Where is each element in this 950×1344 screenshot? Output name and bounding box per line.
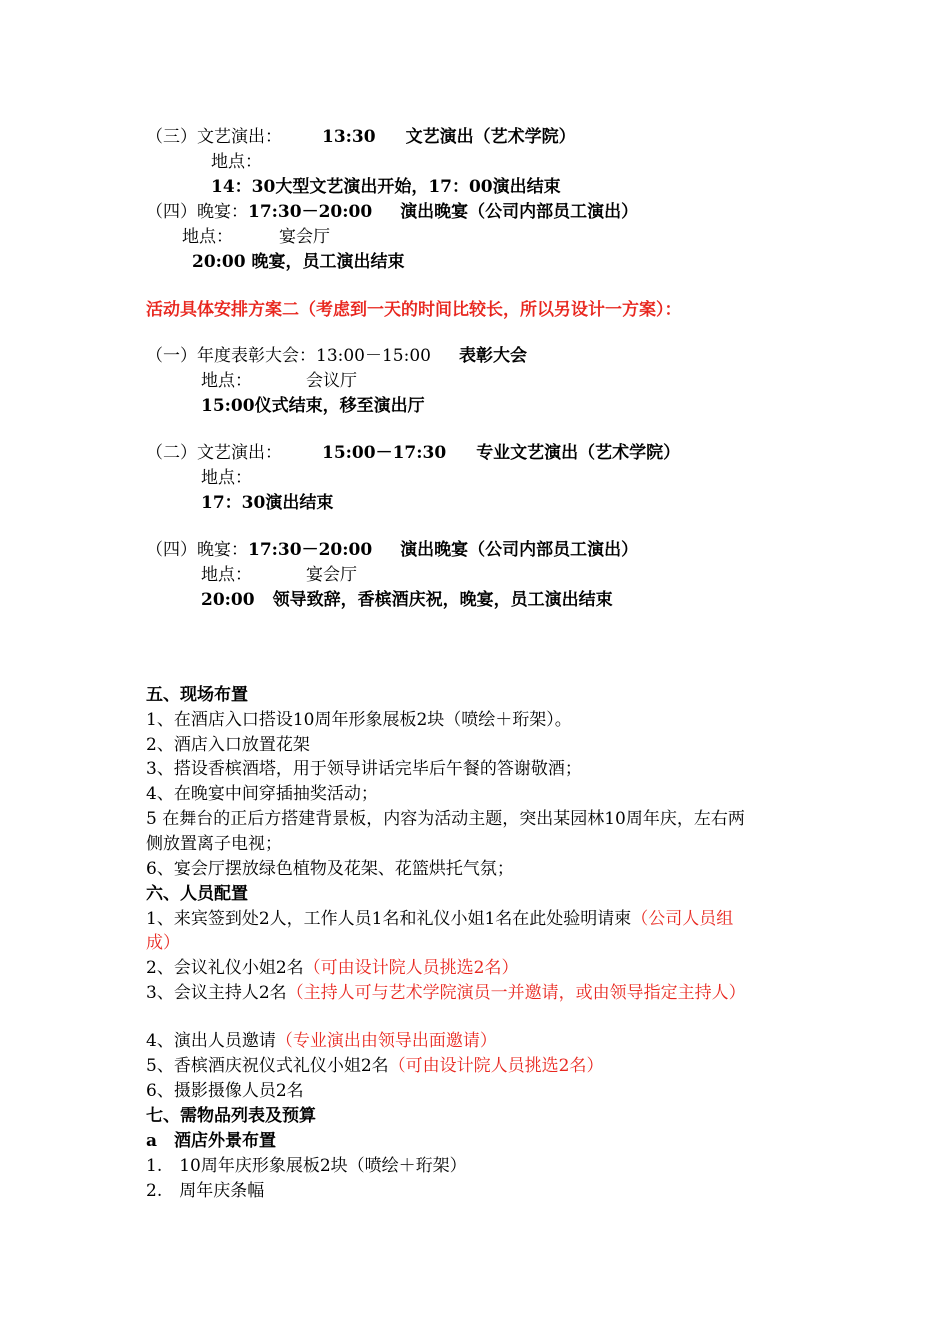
section6-item-3-note: （主持人可与艺术学院演员一并邀请，或由领导指定主持人） <box>286 983 746 1003</box>
section6-item-1-text: 1、来宾签到处2人，工作人员1名和礼仪小姐1名在此处验明请柬 <box>146 909 632 929</box>
section5-item: 6、宴会厅摆放绿色植物及花架、花篮烘托气氛； <box>146 859 514 879</box>
p1-s4-place-line <box>182 225 330 249</box>
p1-s4-place-label: 地点： <box>182 227 233 247</box>
p1-s4-place: 宴会厅 <box>279 227 330 247</box>
p2-s4-note-time: 20:00 <box>201 590 255 610</box>
p2-s4-label: （四）晚宴： <box>146 540 248 560</box>
section6-item-4 <box>146 1029 497 1053</box>
p2-s1-line <box>146 344 527 368</box>
section5-heading: 五、现场布置 <box>146 685 248 705</box>
p2-s2-label: （二）文艺演出： <box>146 443 282 463</box>
p2-s1-label: （一）年度表彰大会： <box>146 346 316 366</box>
p2-s4-place-line <box>201 563 357 587</box>
p1-s4-note: 20:00 晚宴，员工演出结束 <box>192 252 405 272</box>
section7-item: 1. 10周年庆形象展板2块（喷绘＋珩架） <box>146 1156 467 1176</box>
section7-heading: 七、需物品列表及预算 <box>146 1106 316 1126</box>
p2-s2-desc: 专业文艺演出（艺术学院） <box>476 443 681 463</box>
p2-s1-place: 会议厅 <box>306 371 357 391</box>
p2-s4-place-label: 地点： <box>201 565 252 585</box>
section6-item-6: 6、摄影摄像人员2名 <box>146 1081 304 1101</box>
p2-s4-desc: 演出晚宴（公司内部员工演出） <box>400 540 639 560</box>
section7-subheading-a: a 酒店外景布置 <box>146 1131 277 1151</box>
p2-s1-note: 15:00仪式结束，移至演出厅 <box>201 396 425 416</box>
p2-s1-desc: 表彰大会 <box>458 346 527 366</box>
p2-s1-place-label: 地点： <box>201 371 252 391</box>
p2-s4-time: 17:30－20:00 <box>248 540 373 560</box>
section6-item-1-note: （公司人员组 <box>631 909 734 929</box>
section6-item-2-text: 2、会议礼仪小姐2名 <box>146 958 304 978</box>
p2-s4-place: 宴会厅 <box>306 565 357 585</box>
p1-s4-line <box>146 200 638 224</box>
p2-s2-note: 17：30演出结束 <box>201 493 334 513</box>
section5-item: 4、在晚宴中间穿插抽奖活动； <box>146 784 378 804</box>
p2-s2-time: 15:00－17:30 <box>322 443 447 463</box>
section5-item: 侧放置离子电视； <box>146 834 282 854</box>
p1-s3-note: 14：30大型文艺演出开始，17：00演出结束 <box>211 177 561 197</box>
section6-item-2-note: （可由设计院人员挑选2名） <box>303 958 519 978</box>
p2-s2-place-label: 地点： <box>201 468 252 488</box>
p2-s4-line <box>146 538 638 562</box>
p1-s3-time: 13:30 <box>322 127 376 147</box>
p1-s4-label: （四）晚宴： <box>146 202 248 222</box>
p1-s4-desc: 演出晚宴（公司内部员工演出） <box>400 202 639 222</box>
section6-item-1-note-cont: 成） <box>146 933 180 953</box>
section6-item-4-note: （专业演出由领导出面邀请） <box>275 1031 497 1051</box>
p1-s4-time: 17:30－20:00 <box>248 202 373 222</box>
p1-s3-place-label: 地点： <box>211 152 262 172</box>
section6-item-5-text: 5、香槟酒庆祝仪式礼仪小姐2名 <box>146 1056 389 1076</box>
p2-s1-time: 13:00－15:00 <box>316 346 431 366</box>
p2-s2-line <box>146 441 680 465</box>
section6-item-3-text: 3、会议主持人2名 <box>146 983 287 1003</box>
p2-s4-note: 领导致辞，香槟酒庆祝，晚宴，员工演出结束 <box>272 590 613 610</box>
section6-item-5 <box>146 1054 603 1078</box>
section6-heading: 六、人员配置 <box>146 884 248 904</box>
p1-s3-label: （三）文艺演出： <box>146 127 282 147</box>
section6-item-5-note: （可由设计院人员挑选2名） <box>388 1056 604 1076</box>
p2-s1-place-line <box>201 369 357 393</box>
section7-item: 2. 周年庆条幅 <box>146 1181 265 1201</box>
plan-two-heading: 活动具体安排方案二（考虑到一天的时间比较长，所以另设计一方案）： <box>146 300 682 320</box>
p2-s4-note-line <box>201 588 613 612</box>
p1-s3-line <box>146 125 576 149</box>
section5-item: 5 在舞台的正后方搭建背景板，内容为活动主题，突出某园林10周年庆，左右两 <box>146 809 745 829</box>
section6-item-2 <box>146 956 518 980</box>
section5-item: 2、酒店入口放置花架 <box>146 735 310 755</box>
section6-item-4-text: 4、演出人员邀请 <box>146 1031 276 1051</box>
section5-item: 3、搭设香槟酒塔，用于领导讲话完毕后午餐的答谢敬酒； <box>146 759 582 779</box>
section6-item-3 <box>146 981 746 1005</box>
p1-s3-desc: 文艺演出（艺术学院） <box>405 127 576 147</box>
section6-item-1 <box>146 907 733 931</box>
section5-item: 1、在酒店入口搭设10周年形象展板2块（喷绘＋珩架）。 <box>146 710 572 730</box>
